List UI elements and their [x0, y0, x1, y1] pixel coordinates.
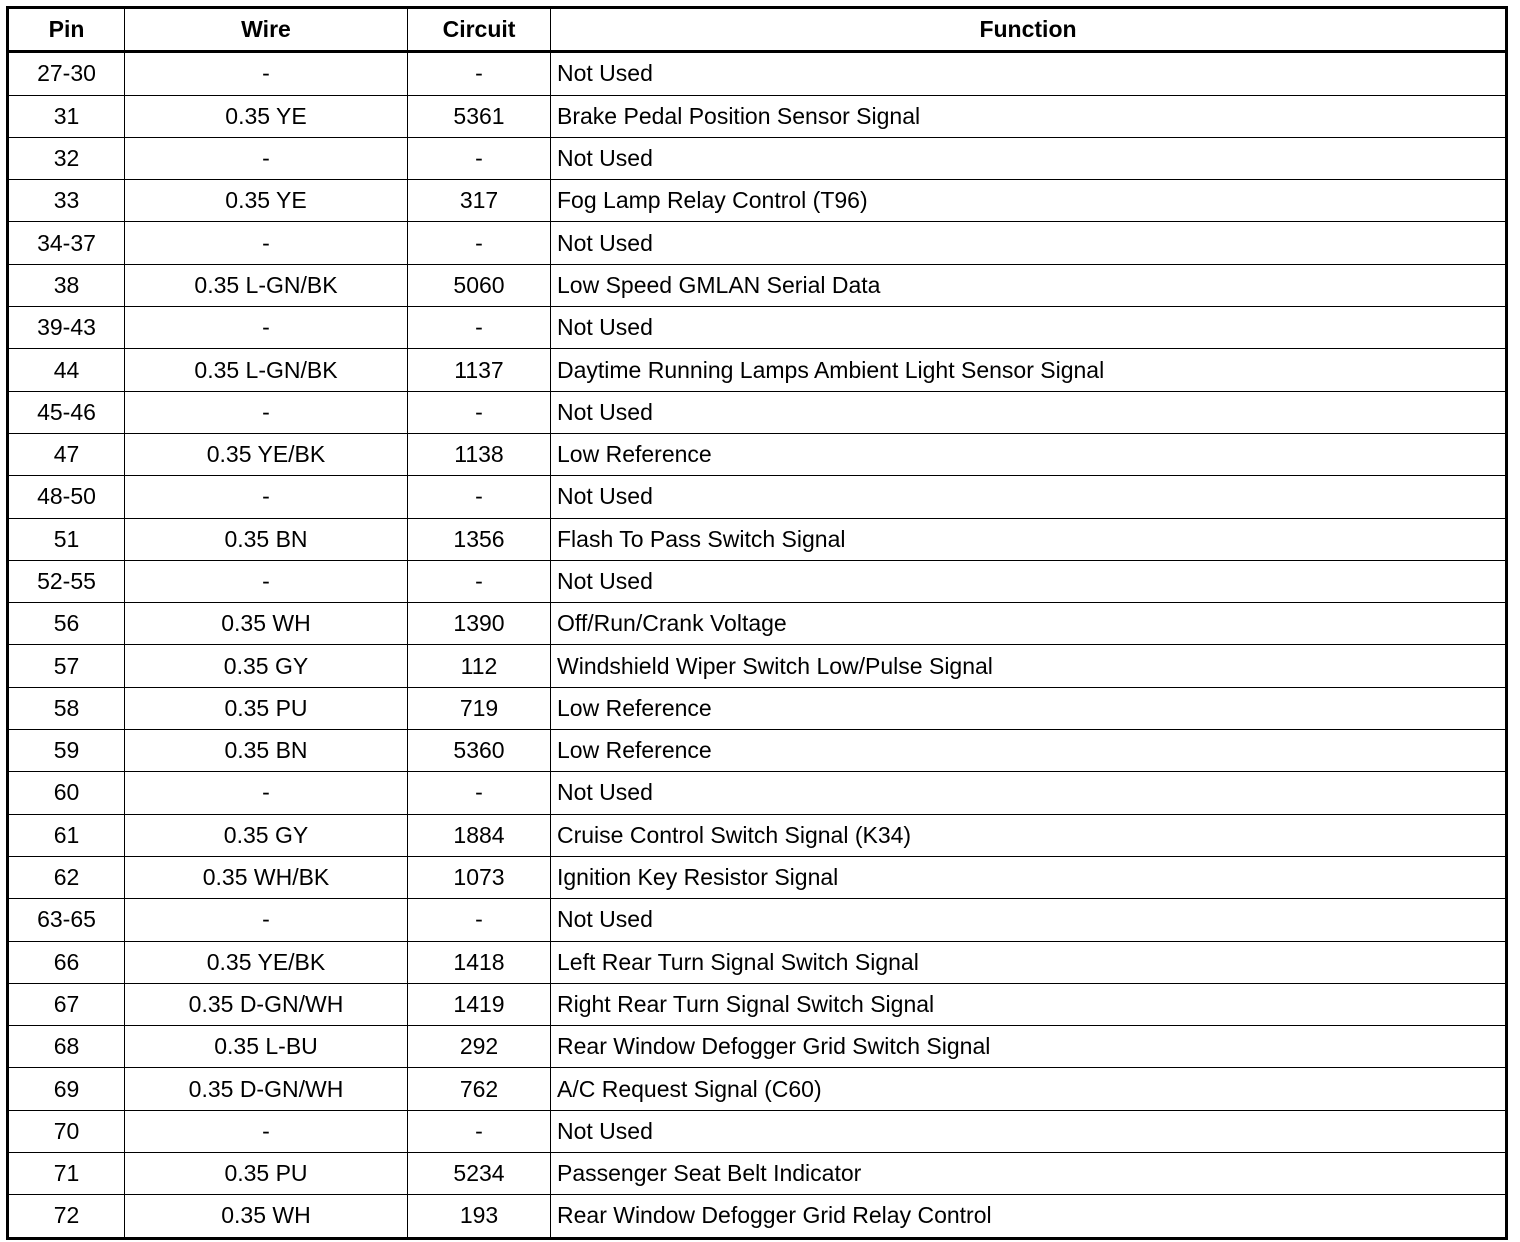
pin-cell: 63-65 [8, 899, 125, 941]
circuit-cell: - [408, 52, 551, 95]
table-row [8, 941, 1507, 983]
wire-cell: 0.35 YE [125, 95, 408, 137]
function-cell: Not Used [551, 1110, 1507, 1152]
wire-cell: 0.35 PU [125, 687, 408, 729]
pin-cell: 62 [8, 856, 125, 898]
function-cell: Windshield Wiper Switch Low/Pulse Signal [551, 645, 1507, 687]
pin-cell: 47 [8, 433, 125, 475]
pin-cell: 44 [8, 349, 125, 391]
table-row [8, 983, 1507, 1025]
function-cell: Low Reference [551, 687, 1507, 729]
pin-cell: 34-37 [8, 222, 125, 264]
circuit-cell: 1418 [408, 941, 551, 983]
table-row [8, 560, 1507, 602]
circuit-cell: 5060 [408, 264, 551, 306]
circuit-cell: 317 [408, 180, 551, 222]
wire-cell: - [125, 560, 408, 602]
wire-cell: 0.35 WH [125, 603, 408, 645]
circuit-cell: 193 [408, 1195, 551, 1238]
wire-cell: - [125, 772, 408, 814]
pin-cell: 72 [8, 1195, 125, 1238]
circuit-cell: 1884 [408, 814, 551, 856]
function-cell: Right Rear Turn Signal Switch Signal [551, 983, 1507, 1025]
wire-cell: 0.35 L-GN/BK [125, 349, 408, 391]
pin-cell: 67 [8, 983, 125, 1025]
table-row [8, 1110, 1507, 1152]
header-wire: Wire [125, 8, 408, 52]
pin-cell: 58 [8, 687, 125, 729]
pin-cell: 71 [8, 1153, 125, 1195]
pin-cell: 57 [8, 645, 125, 687]
function-cell: Fog Lamp Relay Control (T96) [551, 180, 1507, 222]
pin-cell: 51 [8, 518, 125, 560]
function-cell: Not Used [551, 476, 1507, 518]
function-cell: Not Used [551, 137, 1507, 179]
table-row [8, 222, 1507, 264]
wire-cell: - [125, 476, 408, 518]
header-pin: Pin [8, 8, 125, 52]
circuit-cell: - [408, 1110, 551, 1152]
wire-cell: 0.35 PU [125, 1153, 408, 1195]
function-cell: Cruise Control Switch Signal (K34) [551, 814, 1507, 856]
pin-cell: 56 [8, 603, 125, 645]
function-cell: Not Used [551, 560, 1507, 602]
circuit-cell: 292 [408, 1026, 551, 1068]
function-cell: Not Used [551, 899, 1507, 941]
pin-cell: 60 [8, 772, 125, 814]
table-row [8, 899, 1507, 941]
function-cell: Not Used [551, 222, 1507, 264]
function-cell: Flash To Pass Switch Signal [551, 518, 1507, 560]
function-cell: Left Rear Turn Signal Switch Signal [551, 941, 1507, 983]
function-cell: Low Reference [551, 433, 1507, 475]
pin-cell: 61 [8, 814, 125, 856]
pin-cell: 66 [8, 941, 125, 983]
circuit-cell: 112 [408, 645, 551, 687]
wire-cell: 0.35 D-GN/WH [125, 1068, 408, 1110]
wire-cell: - [125, 222, 408, 264]
table-row [8, 180, 1507, 222]
circuit-cell: - [408, 899, 551, 941]
function-cell: Not Used [551, 772, 1507, 814]
function-cell: Not Used [551, 307, 1507, 349]
wire-cell: 0.35 WH [125, 1195, 408, 1238]
wire-cell: 0.35 BN [125, 730, 408, 772]
table-row [8, 1068, 1507, 1110]
circuit-cell: 1073 [408, 856, 551, 898]
pin-cell: 69 [8, 1068, 125, 1110]
wire-cell: 0.35 GY [125, 645, 408, 687]
wire-cell: 0.35 BN [125, 518, 408, 560]
pin-cell: 38 [8, 264, 125, 306]
function-cell: Brake Pedal Position Sensor Signal [551, 95, 1507, 137]
table-row [8, 95, 1507, 137]
circuit-cell: 5361 [408, 95, 551, 137]
table-row [8, 1195, 1507, 1238]
header-circuit: Circuit [408, 8, 551, 52]
circuit-cell: 1138 [408, 433, 551, 475]
table-row [8, 349, 1507, 391]
function-cell: Not Used [551, 391, 1507, 433]
circuit-cell: - [408, 391, 551, 433]
pin-cell: 31 [8, 95, 125, 137]
wire-cell: 0.35 D-GN/WH [125, 983, 408, 1025]
circuit-cell: 762 [408, 1068, 551, 1110]
pin-cell: 52-55 [8, 560, 125, 602]
function-cell: Rear Window Defogger Grid Switch Signal [551, 1026, 1507, 1068]
table-row [8, 518, 1507, 560]
circuit-cell: - [408, 560, 551, 602]
wire-cell: - [125, 52, 408, 95]
circuit-cell: 719 [408, 687, 551, 729]
circuit-cell: 1137 [408, 349, 551, 391]
table-row [8, 730, 1507, 772]
wire-cell: 0.35 L-GN/BK [125, 264, 408, 306]
wire-cell: - [125, 307, 408, 349]
table-row [8, 476, 1507, 518]
wire-cell: 0.35 YE/BK [125, 433, 408, 475]
function-cell: Passenger Seat Belt Indicator [551, 1153, 1507, 1195]
pin-cell: 39-43 [8, 307, 125, 349]
function-cell: A/C Request Signal (C60) [551, 1068, 1507, 1110]
wire-cell: 0.35 GY [125, 814, 408, 856]
table-row [8, 52, 1507, 95]
table-row [8, 391, 1507, 433]
wire-cell: 0.35 WH/BK [125, 856, 408, 898]
header-row [8, 8, 1507, 52]
pin-cell: 70 [8, 1110, 125, 1152]
table-row [8, 856, 1507, 898]
function-cell: Not Used [551, 52, 1507, 95]
table-row [8, 307, 1507, 349]
circuit-cell: - [408, 476, 551, 518]
table-body [8, 52, 1507, 1238]
wire-cell: 0.35 L-BU [125, 1026, 408, 1068]
circuit-cell: - [408, 772, 551, 814]
function-cell: Off/Run/Crank Voltage [551, 603, 1507, 645]
wire-cell: 0.35 YE/BK [125, 941, 408, 983]
circuit-cell: - [408, 222, 551, 264]
circuit-cell: 5360 [408, 730, 551, 772]
wire-cell: - [125, 391, 408, 433]
header-function: Function [551, 8, 1507, 52]
table-row [8, 433, 1507, 475]
function-cell: Daytime Running Lamps Ambient Light Sensor Signal [551, 349, 1507, 391]
table-row [8, 1153, 1507, 1195]
pin-cell: 48-50 [8, 476, 125, 518]
pin-cell: 33 [8, 180, 125, 222]
function-cell: Ignition Key Resistor Signal [551, 856, 1507, 898]
circuit-cell: - [408, 307, 551, 349]
table-row [8, 772, 1507, 814]
circuit-cell: 1390 [408, 603, 551, 645]
pin-cell: 68 [8, 1026, 125, 1068]
function-cell: Low Speed GMLAN Serial Data [551, 264, 1507, 306]
circuit-cell: 5234 [408, 1153, 551, 1195]
table-row [8, 603, 1507, 645]
wire-cell: - [125, 1110, 408, 1152]
table-row [8, 264, 1507, 306]
table-row [8, 137, 1507, 179]
circuit-cell: - [408, 137, 551, 179]
table-row [8, 1026, 1507, 1068]
wire-cell: 0.35 YE [125, 180, 408, 222]
pin-cell: 45-46 [8, 391, 125, 433]
table-row [8, 645, 1507, 687]
table-row [8, 814, 1507, 856]
wire-cell: - [125, 137, 408, 179]
pin-cell: 32 [8, 137, 125, 179]
pin-cell: 59 [8, 730, 125, 772]
function-cell: Low Reference [551, 730, 1507, 772]
table-header [8, 8, 1507, 52]
table-row [8, 687, 1507, 729]
circuit-cell: 1419 [408, 983, 551, 1025]
circuit-cell: 1356 [408, 518, 551, 560]
wire-cell: - [125, 899, 408, 941]
connector-pinout-table [6, 6, 1508, 1240]
function-cell: Rear Window Defogger Grid Relay Control [551, 1195, 1507, 1238]
pin-cell: 27-30 [8, 52, 125, 95]
